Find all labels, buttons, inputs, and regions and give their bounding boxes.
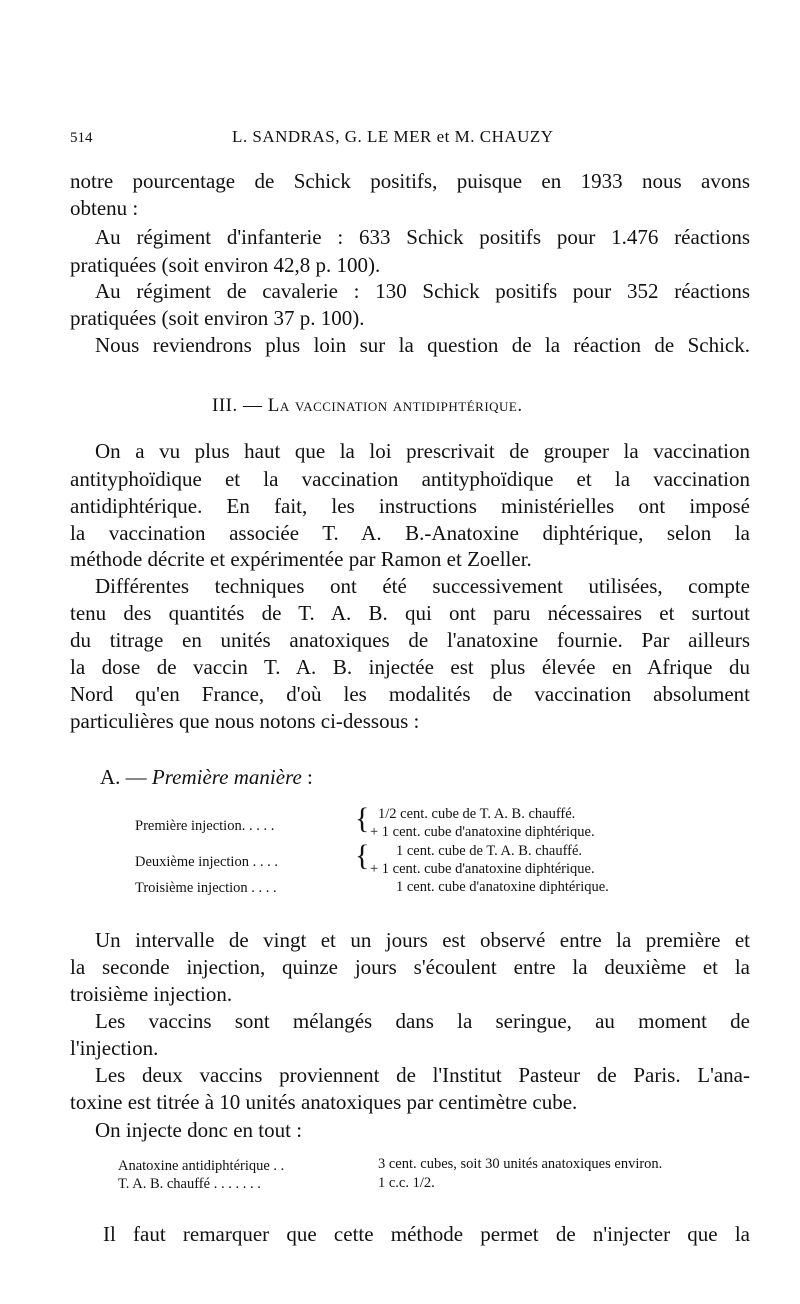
table-cell: 1 c.c. 1/2.: [378, 1175, 435, 1191]
paragraph-line: la dose de vaccin T. A. B. injectée est plus élevée en Afrique du: [70, 655, 750, 679]
paragraph-line: Au régiment d'infanterie : 633 Schick positifs pour 1.476 réactions: [95, 225, 750, 249]
paragraph-line: Un intervalle de vingt et un jours est observé entre la première et: [95, 928, 750, 952]
paragraph-line: Nous reviendrons plus loin sur la question de la réaction de Schick.: [95, 333, 750, 357]
brace: {: [355, 802, 370, 835]
table-cell: 3 cent. cubes, soit 30 unités anatoxiques environ.: [378, 1156, 663, 1172]
section-heading-title: La vaccination antidiphtérique.: [267, 395, 523, 416]
table-cell: 1 cent. cube de T. A. B. chauffé.: [396, 843, 583, 859]
paragraph-line: troisième injection.: [70, 982, 233, 1006]
table-row-label: T. A. B. chauffé . . . . . . .: [118, 1176, 261, 1192]
paragraph-line: Les deux vaccins proviennent de l'Institut Pasteur de Paris. L'ana-: [95, 1063, 750, 1087]
table-cell: 1/2 cent. cube de T. A. B. chauffé.: [378, 806, 576, 822]
paragraph-line: pratiquées (soit environ 42,8 p. 100).: [70, 253, 381, 277]
paragraph-line: méthode décrite et expérimentée par Ramon et Zoeller.: [70, 547, 532, 571]
paragraph-line: antidiphtérique. En fait, les instructions ministérielles ont imposé: [70, 494, 750, 518]
page-number: 514: [70, 130, 93, 146]
paragraph-line: particulières que nous notons ci-dessous :: [70, 709, 420, 733]
paragraph-line: On injecte donc en tout :: [95, 1118, 303, 1142]
paragraph-line: l'injection.: [70, 1036, 159, 1060]
paragraph-line: notre pourcentage de Schick positifs, puisque en 1933 nous avons: [70, 169, 750, 193]
paragraph-line: pratiquées (soit environ 37 p. 100).: [70, 306, 365, 330]
paragraph-line: Différentes techniques ont été successivement utilisées, compte: [95, 574, 750, 598]
paragraph-line: Au régiment de cavalerie : 130 Schick positifs pour 352 réactions: [95, 279, 750, 303]
paragraph-line: Nord qu'en France, d'où les modalités de vaccination absolument: [70, 682, 750, 706]
table-cell: + 1 cent. cube d'anatoxine diphtérique.: [370, 824, 595, 840]
paragraph-line: Les vaccins sont mélangés dans la seringue, au moment de: [95, 1009, 750, 1033]
paragraph-line: tenu des quantités de T. A. B. qui ont paru nécessaires et surtout: [70, 601, 750, 625]
section-heading-number: III. —: [212, 395, 268, 416]
brace: {: [355, 839, 370, 872]
paragraph-line: la seconde injection, quinze jours s'écoulent entre la deuxième et la: [70, 955, 750, 979]
subsection-heading: A. — Première manière :: [100, 765, 313, 789]
paragraph-line: obtenu :: [70, 196, 139, 220]
paragraph-line: antityphoïdique et la vaccination antityphoïdique et la vaccination: [70, 467, 750, 491]
section-heading: [212, 395, 523, 417]
table-cell: + 1 cent. cube d'anatoxine diphtérique.: [370, 861, 595, 877]
paragraph-line: du titrage en unités anatoxiques de l'anatoxine fournie. Par ailleurs: [70, 628, 750, 652]
table-cell: 1 cent. cube d'anatoxine diphtérique.: [396, 879, 609, 895]
running-header-authors: L. SANDRAS, G. LE MER et M. CHAUZY: [232, 127, 554, 146]
paragraph-line: la vaccination associée T. A. B.-Anatoxine diphtérique, selon la: [70, 521, 750, 545]
paragraph-line: On a vu plus haut que la loi prescrivait de grouper la vaccination: [95, 439, 750, 463]
table-row-label: Deuxième injection . . . .: [135, 854, 278, 870]
paragraph-line: Il faut remarquer que cette méthode permet de n'injecter que la: [103, 1222, 750, 1246]
table-row-label: Première injection. . . . .: [135, 818, 275, 834]
table-row-label: Troisième injection . . . .: [135, 880, 277, 896]
table-row-label: Anatoxine antidiphtérique . .: [118, 1158, 285, 1174]
paragraph-line: toxine est titrée à 10 unités anatoxiques par centimètre cube.: [70, 1090, 578, 1114]
